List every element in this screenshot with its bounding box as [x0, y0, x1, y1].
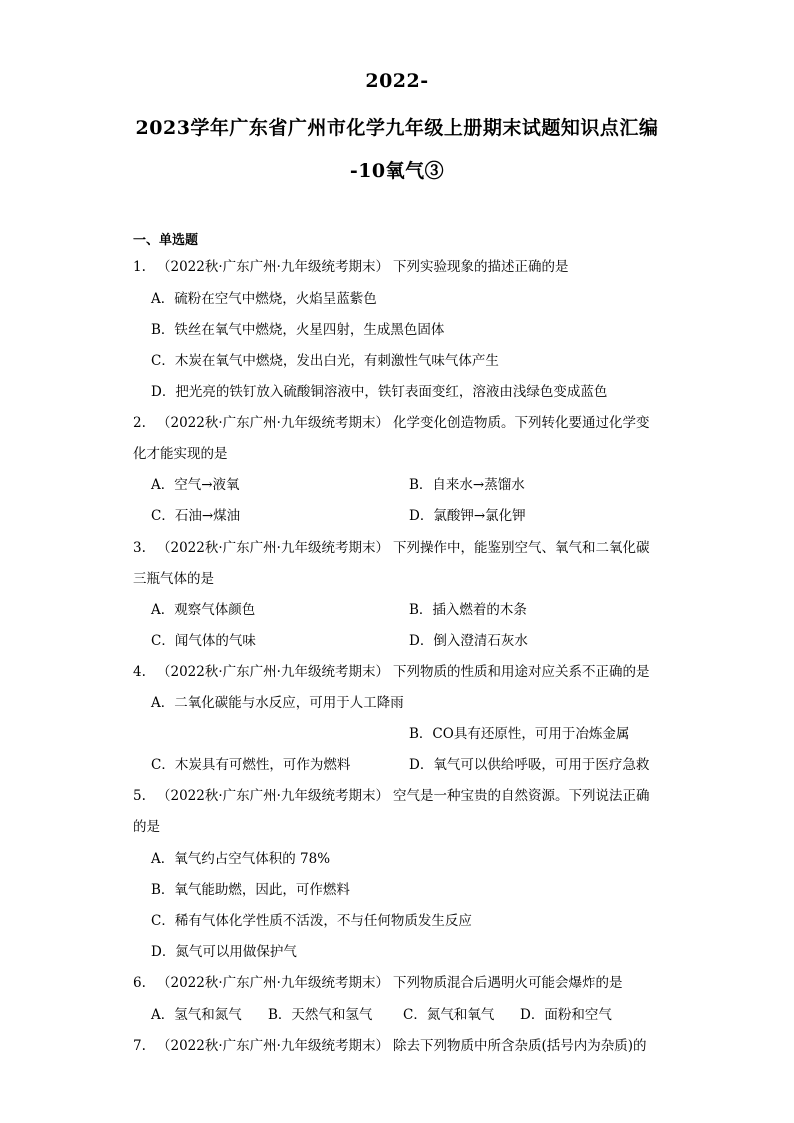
option-6d: D．面粉和空气	[520, 1007, 612, 1023]
option-3a: A．观察气体颜色	[151, 602, 256, 618]
question-5-continuation: 的是	[133, 819, 160, 835]
option-2a: A．空气→液氧	[151, 477, 240, 493]
option-5a: A．氧气约占空气体积的 78%	[151, 851, 331, 867]
question-stem: 化学变化创造物质。下列转化要通过化学变	[392, 415, 650, 431]
question-3	[133, 536, 649, 556]
question-number: 1.	[133, 259, 146, 275]
question-source: （2022秋·广东广州·九年级统考期末）	[157, 975, 389, 991]
option-3d: D．倒入澄清石灰水	[409, 633, 528, 649]
option-3b: B．插入燃着的木条	[409, 602, 527, 618]
question-source: （2022秋·广东广州·九年级统考期末）	[157, 1038, 389, 1054]
question-4	[133, 660, 649, 680]
option-4a: A．二氧化碳能与水反应，可用于人工降雨	[151, 695, 404, 711]
question-number: 7.	[133, 1038, 146, 1054]
option-1d: D．把光亮的铁钉放入硫酸铜溶液中，铁钉表面变红，溶液由浅绿色变成蓝色	[151, 384, 608, 400]
doc-title-line-1: 2022-	[365, 70, 429, 92]
question-stem: 下列操作中，能鉴别空气、氧气和二氧化碳	[392, 540, 650, 556]
question-source: （2022秋·广东广州·九年级统考期末）	[157, 664, 389, 680]
question-1	[133, 255, 568, 275]
option-2b: B．自来水→蒸馏水	[409, 477, 525, 493]
question-3-continuation: 三瓶气体的是	[133, 571, 214, 587]
section-heading: 一、单选题	[133, 233, 199, 248]
option-4b: B．CO具有还原性，可用于冶炼金属	[409, 726, 630, 742]
question-number: 6.	[133, 975, 146, 991]
question-2-continuation: 化才能实现的是	[133, 446, 228, 462]
option-6a: A．氢气和氮气	[151, 1007, 242, 1023]
question-6	[133, 971, 622, 991]
question-stem: 空气是一种宝贵的自然资源。下列说法正确	[392, 788, 650, 804]
question-stem: 除去下列物质中所含杂质(括号内为杂质)的	[392, 1038, 647, 1054]
option-3c: C．闻气体的气味	[151, 633, 256, 649]
option-1a: A．硫粉在空气中燃烧，火焰呈蓝紫色	[151, 291, 377, 307]
question-source: （2022秋·广东广州·九年级统考期末）	[157, 540, 389, 556]
option-2c: C．石油→煤油	[151, 508, 241, 524]
question-stem: 下列物质的性质和用途对应关系不正确的是	[392, 664, 650, 680]
question-5	[133, 784, 649, 804]
question-number: 2.	[133, 415, 146, 431]
question-source: （2022秋·广东广州·九年级统考期末）	[157, 788, 389, 804]
doc-title-line-2: 2023学年广东省广州市化学九年级上册期末试题知识点汇编	[135, 117, 659, 139]
question-2	[133, 411, 649, 431]
question-source: （2022秋·广东广州·九年级统考期末）	[157, 259, 389, 275]
question-stem: 下列实验现象的描述正确的是	[392, 259, 569, 275]
doc-title-line-3: -10氧气③	[349, 160, 445, 182]
option-6b: B．天然气和氢气	[268, 1007, 373, 1023]
option-1b: B．铁丝在氧气中燃烧，火星四射，生成黑色固体	[151, 322, 445, 338]
option-2d: D．氯酸钾→氯化钾	[409, 508, 526, 524]
question-7	[133, 1034, 647, 1054]
option-4d: D．氧气可以供给呼吸，可用于医疗急救	[409, 757, 650, 773]
option-5b: B．氧气能助燃，因此，可作燃料	[151, 882, 350, 898]
question-number: 4.	[133, 664, 146, 680]
option-5d: D．氮气可以用做保护气	[151, 944, 297, 960]
question-stem: 下列物质混合后遇明火可能会爆炸的是	[392, 975, 623, 991]
option-5c: C．稀有气体化学性质不活泼，不与任何物质发生反应	[151, 913, 472, 929]
option-4c: C．木炭具有可燃性，可作为燃料	[151, 757, 351, 773]
option-6c: C．氮气和氧气	[403, 1007, 495, 1023]
question-number: 5.	[133, 788, 146, 804]
question-source: （2022秋·广东广州·九年级统考期末）	[157, 415, 389, 431]
question-number: 3.	[133, 540, 146, 556]
option-1c: C．木炭在氧气中燃烧，发出白光，有刺激性气味气体产生	[151, 353, 499, 369]
